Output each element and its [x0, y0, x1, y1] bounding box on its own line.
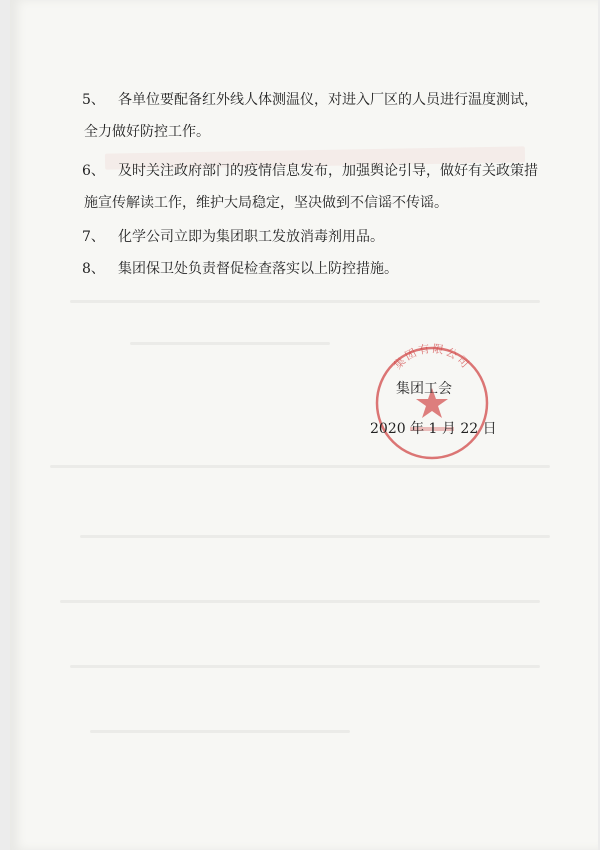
official-seal: [372, 343, 492, 463]
document-page: [10, 0, 598, 850]
item-text: 各单位要配备红外线人体测温仪，对进入厂区的人员进行温度测试，: [118, 92, 538, 108]
bleed-through-line: [70, 300, 540, 303]
bleed-through-line: [70, 665, 540, 668]
item-text: 化学公司立即为集团职工发放消毒剂用品。: [118, 229, 384, 245]
item-text: 施宣传解读工作，维护大局稳定，坚决做到不信谣不传谣。: [84, 195, 448, 211]
item-text: 全力做好防控工作。: [84, 124, 210, 140]
item-text: 及时关注政府部门的疫情信息发布，加强舆论引导，做好有关政策措: [118, 163, 538, 179]
item-text: 集团保卫处负责督促检查落实以上防控措施。: [118, 261, 398, 277]
item-number: 7、: [82, 229, 105, 245]
item-number: 5、: [82, 92, 105, 108]
bleed-through-line: [50, 465, 550, 468]
item-number: 8、: [82, 261, 105, 277]
bleed-through-line: [80, 535, 550, 538]
item-number: 6、: [82, 163, 105, 179]
signature-date: 2020 年 1 月 22 日: [370, 421, 497, 437]
bleed-through-line: [130, 342, 330, 345]
bleed-through-line: [90, 730, 350, 733]
bleed-through-line: [60, 600, 540, 603]
seal-text: 集团有限公司: [391, 343, 473, 372]
signature-org: 集团工会: [396, 381, 452, 397]
